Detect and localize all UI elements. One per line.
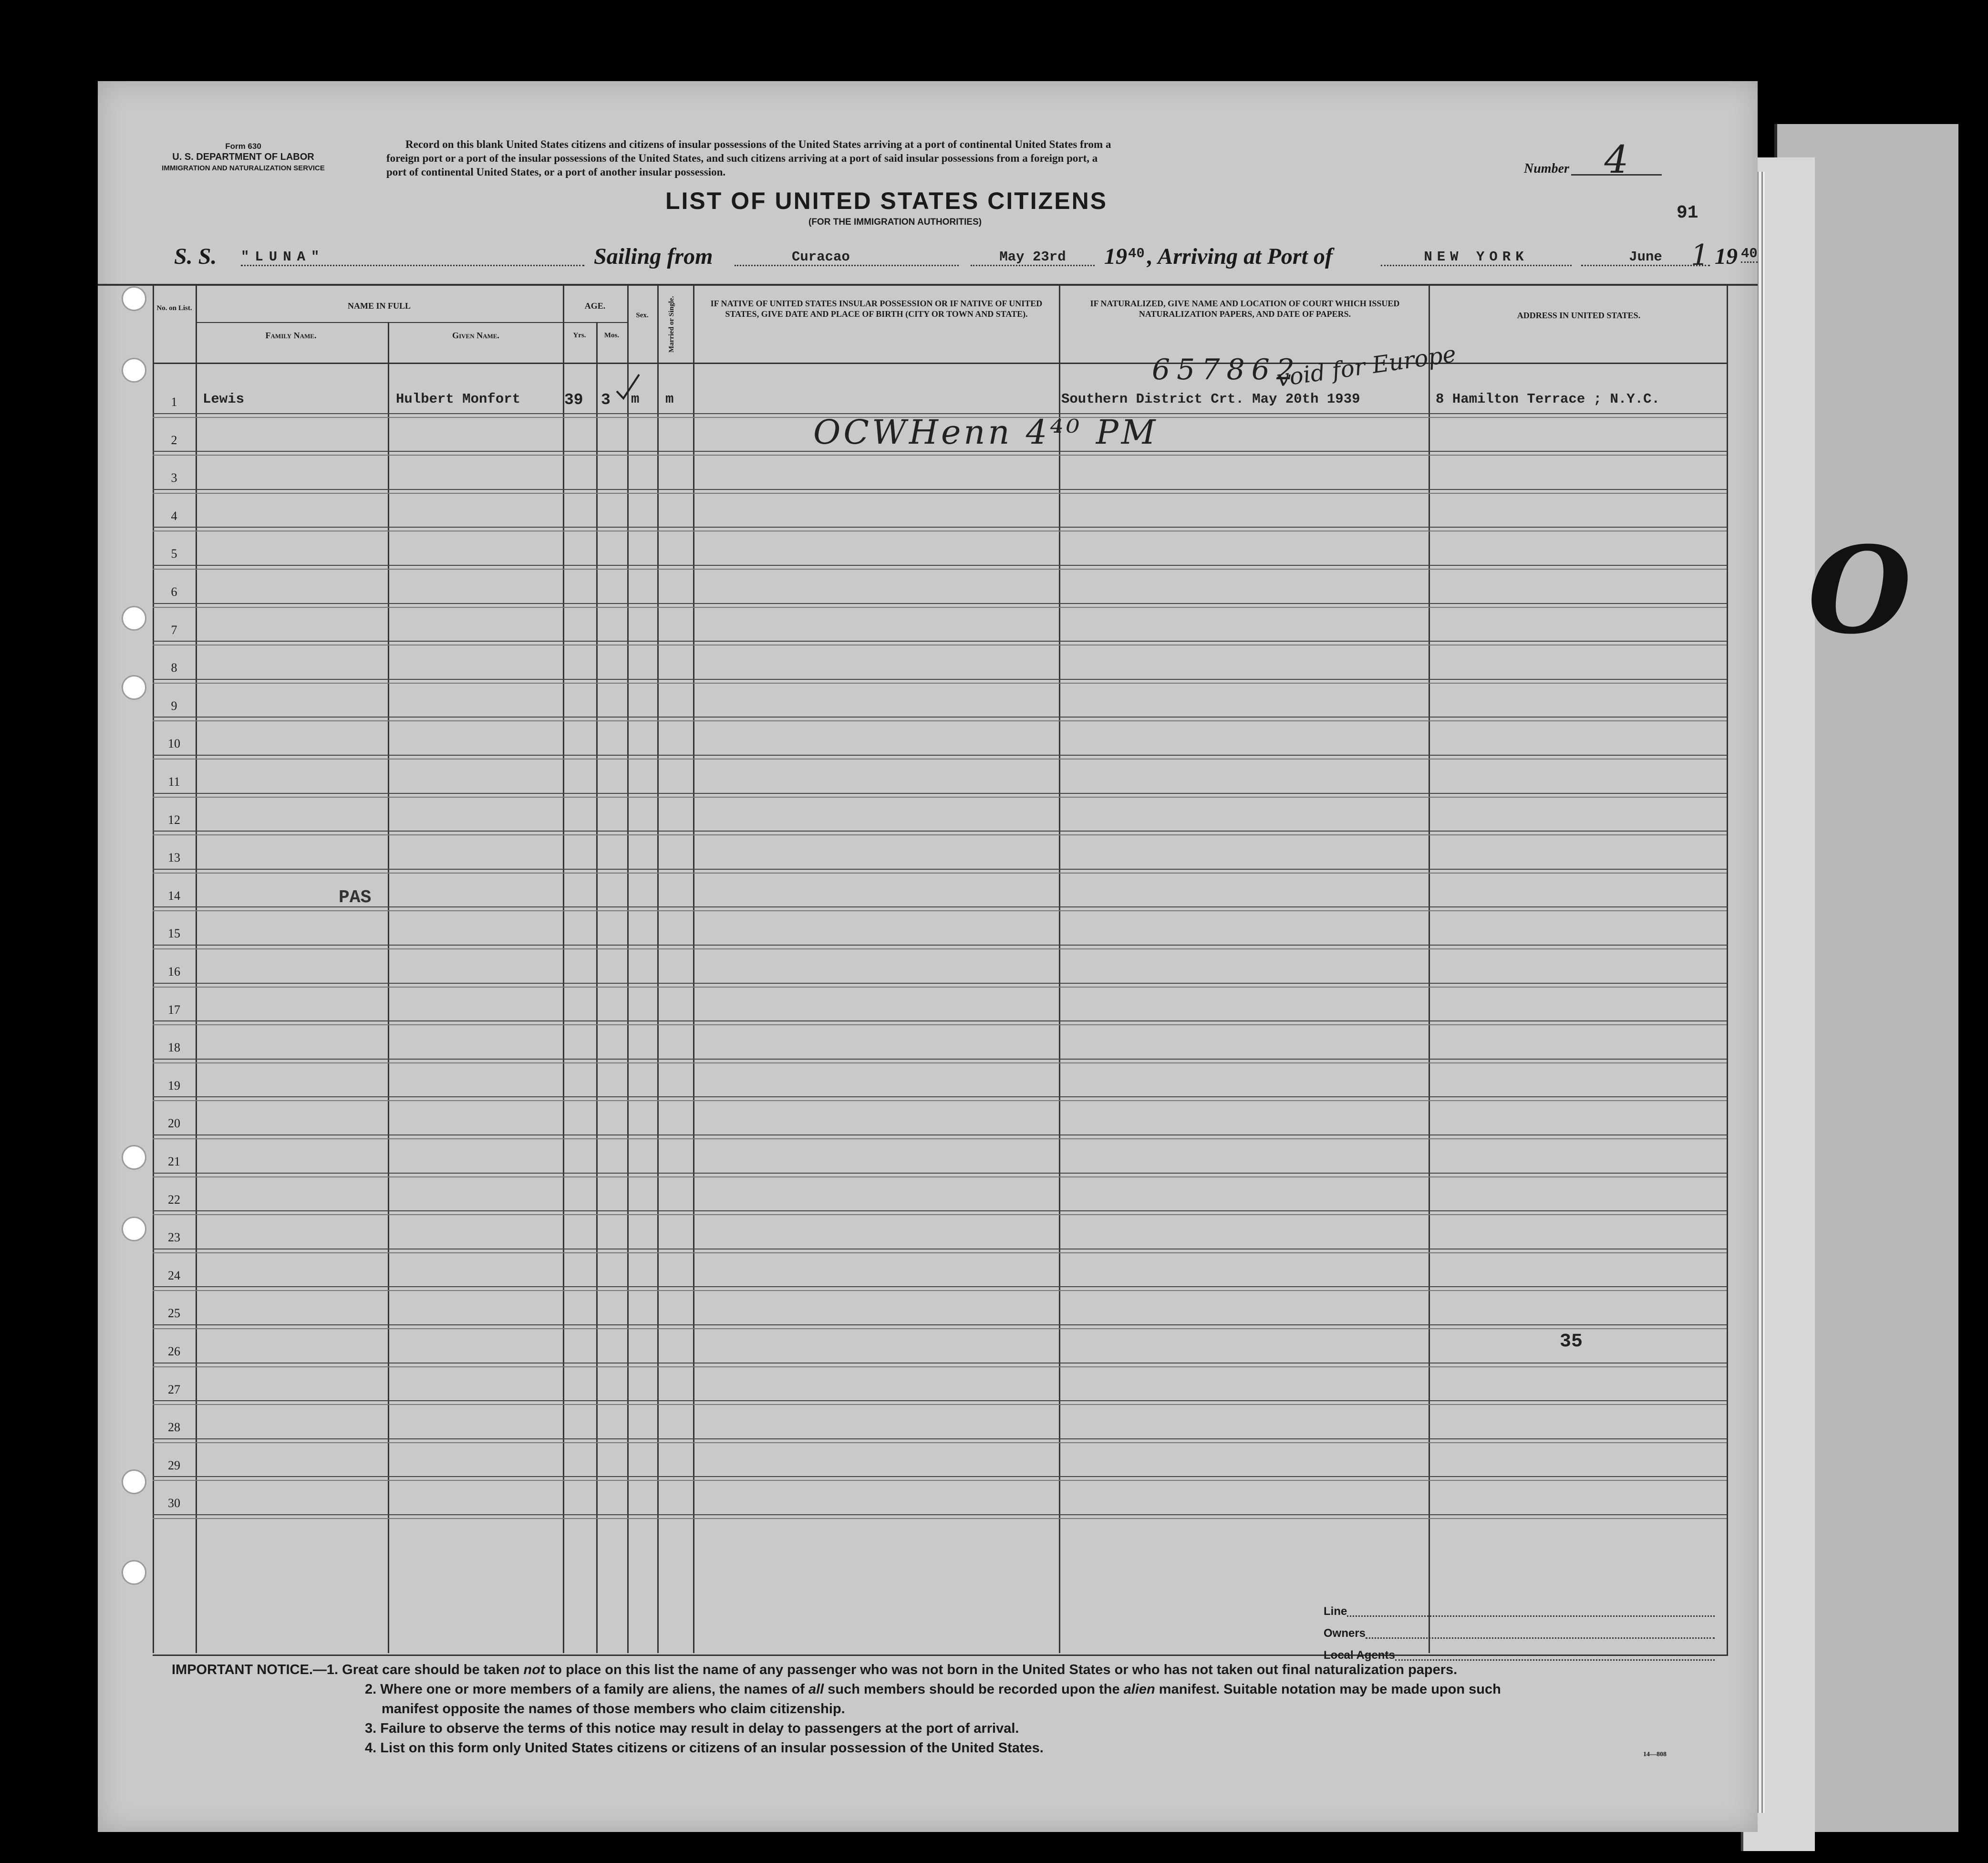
row-number: 7: [171, 623, 177, 637]
header-family-name: Family Name.: [265, 331, 317, 340]
row-rule: [153, 1324, 1727, 1325]
family-name-cell: Lewis: [203, 391, 245, 407]
record-instructions: [386, 137, 1569, 179]
row-number: 8: [171, 661, 177, 675]
row-rule: [153, 755, 1727, 756]
row-rule: [153, 720, 1727, 721]
handwritten-number: 657862: [1152, 353, 1302, 386]
manifest-sheet: [98, 81, 1758, 1832]
row-rule: [153, 1366, 1727, 1367]
binder-hole: [122, 1469, 146, 1494]
row-rule: [153, 1138, 1727, 1139]
row-number: 21: [168, 1155, 180, 1168]
row-rule: [153, 641, 1727, 642]
row-number: 26: [168, 1344, 180, 1358]
row-number: 2: [171, 433, 177, 447]
row-rule: [153, 603, 1727, 604]
number-field: [1524, 137, 1681, 182]
header-sex: Sex.: [636, 312, 649, 319]
notice-2-all: all: [808, 1682, 824, 1697]
notice-line-2: [172, 1680, 1746, 1699]
line-label: Line: [1324, 1605, 1347, 1618]
col-line: [596, 322, 598, 1653]
notice-label: IMPORTANT NOTICE.—1.: [172, 1662, 339, 1677]
row-rule: [153, 983, 1727, 984]
row-rule: [153, 797, 1727, 798]
form-number: Form 630: [225, 142, 261, 151]
row-number: 6: [171, 585, 177, 599]
row-rule: [153, 873, 1727, 874]
row-rule: [153, 1214, 1727, 1215]
binder-hole: [122, 606, 146, 631]
row-rule: [153, 1059, 1727, 1060]
row-number: 12: [168, 812, 180, 827]
row-rule: [153, 1518, 1727, 1519]
notice-line-2d: manifest opposite the names of those members who claim citizenship.: [382, 1701, 845, 1717]
sex-cell: m: [631, 391, 640, 407]
row-rule: [153, 1328, 1727, 1329]
row-rule: [153, 565, 1727, 566]
row-number: 19: [168, 1078, 180, 1093]
row-rule: [153, 793, 1727, 794]
court-cell: Southern District Crt. May 20th 1939: [1061, 391, 1360, 407]
owners-label: Owners: [1324, 1627, 1366, 1640]
row-rule: [153, 1020, 1727, 1021]
arrival-year: 40: [1741, 246, 1758, 263]
row-rule: [153, 1480, 1727, 1481]
notice-1b: to place on this list the name of any passenger who was not born in the United States or who has not taken out final naturalization papers.: [545, 1662, 1458, 1677]
row-rule: [153, 493, 1727, 494]
line-field: [1324, 1601, 1715, 1623]
row-number: 15: [168, 926, 180, 941]
handwritten-void-note: void for Europe: [1274, 340, 1458, 393]
sailing-port: Curacao: [735, 249, 959, 266]
name-subheader-rule: [196, 322, 627, 323]
row-rule: [153, 1173, 1727, 1174]
row-number: 16: [168, 965, 180, 978]
record-line-1: Record on this blank United States citizens and citizens of insular possessions of the United States arriving at a port of continental United States from a: [405, 138, 1111, 150]
row-number: 22: [168, 1192, 180, 1207]
row-rule: [153, 948, 1727, 949]
row-rule: [153, 1286, 1727, 1287]
record-line-3: port of continental United States, or a port of another insular possession.: [386, 166, 726, 178]
row-rule: [153, 527, 1727, 528]
row-rule: [153, 1252, 1727, 1253]
row-number: 1: [171, 395, 177, 409]
row-rule: [153, 1514, 1727, 1515]
header-naturalized: IF NATURALIZED, GIVE NAME AND LOCATION OF COURT WHICH ISSUED NATURALIZATION PAPERS, AND DATE OF PAPERS.: [1090, 299, 1400, 319]
important-notice: [172, 1660, 1746, 1758]
notice-2c: manifest. Suitable notation may be made upon such: [1155, 1682, 1501, 1697]
header-address: ADDRESS IN UNITED STATES.: [1517, 311, 1641, 320]
row-rule: [153, 759, 1727, 760]
print-code: 14—808: [1643, 1751, 1667, 1758]
row-number: 30: [168, 1496, 180, 1510]
binder-hole: [122, 1145, 146, 1170]
row-rule: [153, 1100, 1727, 1101]
header-mos: Mos.: [604, 332, 620, 339]
row-rule: [153, 1096, 1727, 1097]
row-rule: [153, 1438, 1727, 1439]
form-subtitle: (FOR THE IMMIGRATION AUTHORITIES): [808, 217, 982, 227]
row-number: 18: [168, 1041, 180, 1055]
row-rule: [153, 1134, 1727, 1135]
arrival-port: NEW YORK: [1381, 249, 1572, 266]
sailing-from-label: Sailing from: [594, 244, 713, 269]
line-owners-block: [1324, 1601, 1715, 1666]
row-number: 20: [168, 1116, 180, 1131]
age-yrs-cell: 39: [564, 391, 583, 409]
row-number: 13: [168, 851, 180, 865]
stamp-35: 35: [1560, 1331, 1583, 1353]
header-yrs: Yrs.: [573, 332, 586, 339]
row-rule: [153, 987, 1727, 988]
row-rule: [153, 1476, 1727, 1477]
row-rule: [153, 910, 1727, 911]
service-name: IMMIGRATION AND NATURALIZATION SERVICE: [162, 164, 325, 172]
form-id-block: [143, 141, 343, 174]
agents-blank: [1395, 1644, 1715, 1661]
agents-label: Local Agents: [1324, 1649, 1395, 1662]
sailing-year: 40: [1128, 246, 1145, 261]
header-name-in-full: NAME IN FULL: [347, 301, 411, 311]
voyage-line: [174, 239, 1767, 277]
address-cell: 8 Hamilton Terrace ; N.Y.C.: [1436, 391, 1660, 407]
record-line-2: foreign port or a port of the insular possessions of the United States, and such citizens arriving at a port of said insular possessions from a foreign port, a: [386, 152, 1098, 164]
pas-stamp: PAS: [339, 887, 372, 908]
given-name-cell: Hulbert Monfort: [396, 391, 521, 407]
row-number: 11: [168, 775, 180, 789]
handwritten-row2-note: OCWHenn 4⁴⁰ PM: [813, 413, 1159, 452]
department-name: U. S. DEPARTMENT OF LABOR: [172, 152, 314, 162]
binder-hole: [122, 1560, 146, 1585]
row-rule: [153, 1210, 1727, 1211]
header-given-name: Given Name.: [452, 331, 499, 340]
age-mos-cell: 3: [601, 391, 611, 409]
header-age: AGE.: [584, 301, 606, 311]
row-number: 17: [168, 1002, 180, 1017]
notice-2a: 2. Where one or more members of a family are aliens, the names of: [365, 1682, 808, 1697]
row-rule: [153, 834, 1727, 835]
row-rule: [153, 1176, 1727, 1177]
ship-name: "LUNA": [241, 249, 584, 266]
notice-line-4: 4. List on this form only United States citizens or citizens of an insular possession of the United States.: [365, 1740, 1044, 1756]
col-line: [388, 322, 389, 1653]
row-rule: [153, 906, 1727, 907]
notice-1a: Great care should be taken: [342, 1662, 524, 1677]
row-number: 10: [168, 737, 180, 751]
owners-field: [1324, 1623, 1715, 1644]
row-rule: [153, 831, 1727, 832]
row-rule: [153, 607, 1727, 608]
row-rule: [153, 945, 1727, 946]
row-number: 14: [168, 888, 180, 903]
binder-hole: [122, 286, 146, 311]
page-number: 91: [1677, 203, 1698, 223]
binder-hole: [122, 675, 146, 700]
notice-line-1: [172, 1660, 1746, 1680]
row-rule: [153, 717, 1727, 718]
row-number: 28: [168, 1420, 180, 1435]
row-rule: [153, 1404, 1727, 1405]
header-native: IF NATIVE OF UNITED STATES INSULAR POSSESSION OR IF NATIVE OF UNITED STATES, GIVE DATE AND PLACE OF BIRTH (CITY OR TOWN AND STATE).: [710, 299, 1043, 319]
row-number: 24: [168, 1268, 180, 1282]
row-number: 25: [168, 1306, 180, 1321]
row-number: 27: [168, 1382, 180, 1396]
arriving-label: , Arriving at Port of: [1147, 244, 1333, 269]
notice-2-alien: alien: [1123, 1682, 1155, 1697]
owners-blank: [1366, 1623, 1715, 1639]
year-prefix-1: 19: [1104, 244, 1127, 269]
binder-hole: [122, 1217, 146, 1241]
binder-hole: [122, 358, 146, 383]
row-rule: [153, 455, 1727, 456]
row-rule: [153, 1290, 1727, 1291]
notice-line-3: 3. Failure to observe the terms of this notice may result in delay to passengers at the port of arrival.: [365, 1721, 1019, 1736]
row-rule: [153, 489, 1727, 490]
line-blank: [1347, 1601, 1715, 1617]
notice-2b: such members should be recorded upon the: [824, 1682, 1124, 1697]
row-number: 5: [171, 547, 177, 561]
row-rule: [153, 569, 1727, 570]
side-mark: O: [1808, 520, 1912, 660]
row-number: 23: [168, 1230, 180, 1245]
sailing-date: May 23rd: [971, 249, 1095, 266]
marital-cell: m: [665, 391, 674, 407]
row-rule: [153, 1400, 1727, 1401]
number-value: 4: [1571, 146, 1662, 176]
row-number: 9: [171, 698, 177, 713]
row-rule: [153, 1442, 1727, 1443]
header-no: No. on List.: [156, 304, 192, 312]
row-number: 29: [168, 1458, 180, 1472]
year-prefix-2: 19: [1715, 244, 1738, 269]
arrival-date: June: [1581, 249, 1710, 266]
check-mark: [613, 372, 642, 401]
row-rule: [153, 683, 1727, 684]
table-top-rule: [98, 284, 1758, 286]
row-rule: [153, 869, 1727, 870]
number-label: Number: [1524, 161, 1569, 176]
header-married: Married or Single.: [668, 296, 675, 353]
ss-label: S. S.: [174, 244, 217, 269]
row-rule: [153, 679, 1727, 680]
arrival-day: 1: [1691, 239, 1709, 272]
row-number: 3: [171, 471, 177, 485]
row-rule: [153, 1062, 1727, 1063]
row-rule: [153, 1024, 1727, 1025]
row-number: 4: [171, 509, 177, 523]
notice-1-not: not: [523, 1662, 545, 1677]
form-title: LIST OF UNITED STATES CITIZENS: [665, 187, 1108, 214]
